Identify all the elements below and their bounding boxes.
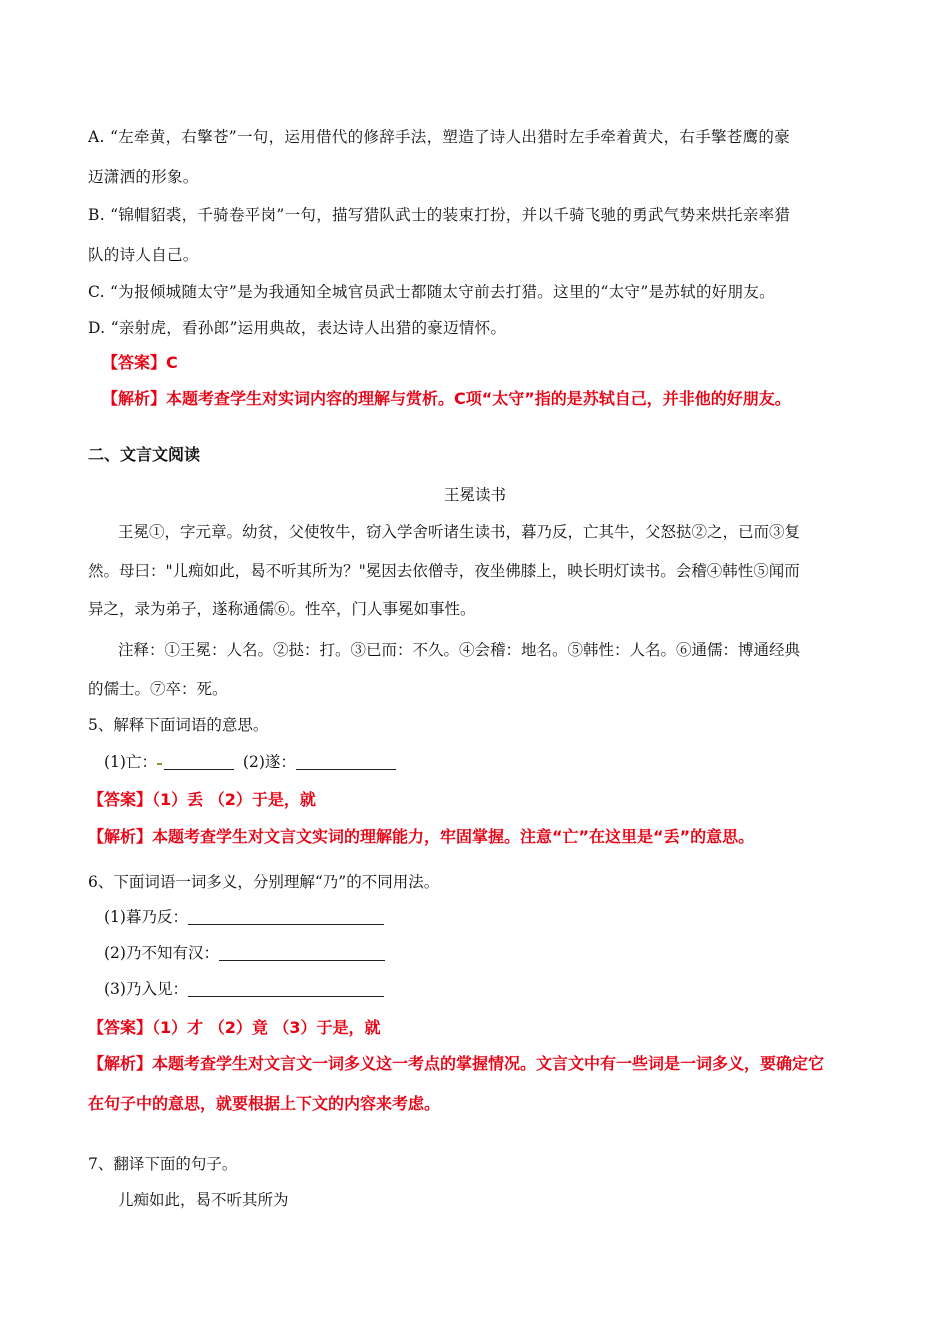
q6-blank2[interactable] (219, 944, 385, 961)
analysis-q6-line1 (88, 1053, 824, 1075)
option-d: D. “亲射虎，看孙郎”运用典故，表达诗人出猎的豪迈情怀。 (88, 319, 507, 337)
analysis-text: 本题考查学生对实词内容的理解与赏析。C项“太守”指的是苏轼自己，并非他的好朋友。 (166, 389, 791, 408)
q5-item1-label: (1)亡： (104, 753, 157, 771)
passage-line2: 然。母曰："儿痴如此，曷不听其所为？"冕因去依僧寺，夜坐佛膝上，映长明灯读书。会稽④韩性⑤闻而 (88, 562, 800, 580)
option-a-line1: A. “左牵黄，右擎苍”一句，运用借代的修辞手法，塑造了诗人出猎时左手牵着黄犬，右手擎苍鹰的豪 (88, 128, 790, 146)
q7-sentence: 儿痴如此，曷不听其所为 (118, 1191, 289, 1209)
answer-label: 【答案】 (88, 790, 153, 809)
q5-blanks (104, 751, 396, 773)
q5-blank1[interactable] (164, 753, 234, 770)
option-b-line1: B. “锦帽貂裘，千骑卷平岗”一句，描写猎队武士的装束打扮，并以千骑飞驰的勇武气势来烘托亲率猎 (88, 206, 791, 224)
q6-item2 (104, 942, 385, 964)
question-5: 5、解释下面词语的意思。 (88, 716, 269, 734)
analysis-label: 【解析】 (88, 1054, 153, 1073)
passage-title: 王冕读书 (443, 486, 506, 504)
q6-item1-label: (1)暮乃反： (104, 908, 188, 926)
notes-line1: 注释：①王冕：人名。②挞：打。③已而：不久。④会稽：地名。⑤韩性：人名。⑥通儒：博通经典 (118, 641, 801, 659)
q6-blank1[interactable] (188, 908, 384, 925)
analysis-label: 【解析】 (88, 827, 153, 846)
analysis-label: 【解析】 (102, 389, 167, 408)
notes-line2: 的儒士。⑦卒：死。 (88, 680, 228, 698)
question-6: 6、下面词语一词多义，分别理解“乃”的不同用法。 (88, 873, 440, 891)
answer-q5 (88, 789, 316, 811)
answer-label: 【答案】 (88, 1018, 153, 1037)
option-b-line2: 队的诗人自己。 (88, 246, 199, 264)
section-heading: 二、文言文阅读 (88, 445, 201, 464)
answer-label: 【答案】 (102, 353, 167, 372)
q6-blank3[interactable] (188, 980, 384, 997)
answer-value: （1）才 （2）竟 （3）于是，就 (152, 1018, 381, 1037)
q6-item3-label: (3)乃入见： (104, 980, 188, 998)
analysis-text: 本题考查学生对文言文实词的理解能力，牢固掌握。注意“亡”在这里是“丢”的意思。 (152, 827, 755, 846)
answer-value: C (166, 353, 178, 372)
q5-item2-label: (2)遂： (242, 753, 296, 771)
q6-item2-label: (2)乃不知有汉： (104, 944, 219, 962)
q6-item1 (104, 906, 384, 928)
option-a-line2: 迈潇洒的形象。 (88, 168, 199, 186)
q5-blank2[interactable] (296, 753, 396, 770)
analysis-q5 (88, 826, 754, 848)
answer-q6 (88, 1017, 381, 1039)
question-7: 7、翻译下面的句子。 (88, 1155, 238, 1173)
answer-q4 (102, 352, 178, 374)
analysis-q4 (102, 388, 791, 410)
mark-dot (157, 763, 162, 765)
q6-item3 (104, 978, 384, 1000)
answer-value: （1）丢 （2）于是，就 (152, 790, 316, 809)
analysis-text: 本题考查学生对文言文一词多义这一考点的掌握情况。文言文中有一些词是一词多义，要确定它 (152, 1054, 825, 1073)
analysis-q6-line2: 在句子中的意思，就要根据上下文的内容来考虑。 (88, 1094, 441, 1113)
passage-line1: 王冕①，字元章。幼贫，父使牧牛，窃入学舍听诸生读书，暮乃反，亡其牛，父怒挞②之，已而③复 (118, 523, 801, 541)
passage-line3: 异之，录为弟子，遂称通儒⑥。性卒，门人事冕如事性。 (88, 600, 476, 618)
option-c: C. “为报倾城随太守”是为我通知全城官员武士都随太守前去打猎。这里的“太守”是苏轼的好朋友。 (88, 283, 775, 301)
